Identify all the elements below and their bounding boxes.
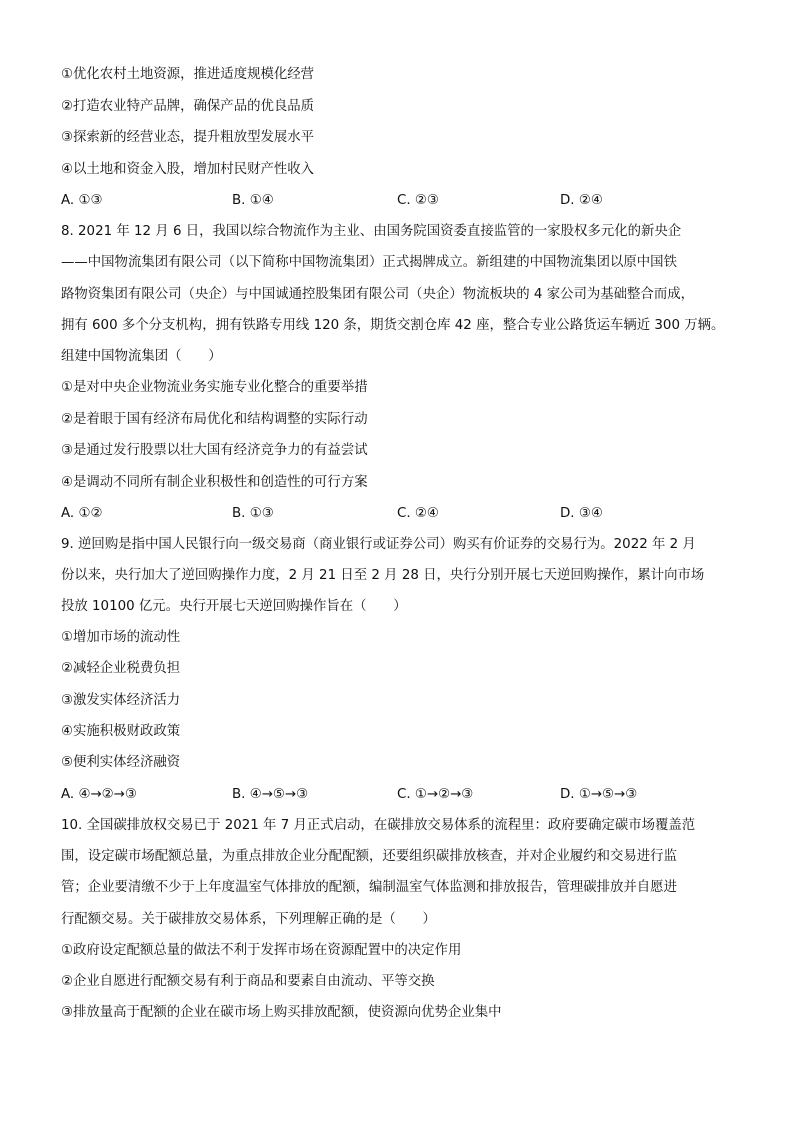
q8-stem-line-2: ——中国物流集团有限公司（以下简称中国物流集团）正式揭牌成立。新组建的中国物流集团以原中国铁 [61, 255, 677, 270]
q10-stem-line-4: 行配额交易。关于碳排放交易体系，下列理解正确的是（ ） [61, 912, 436, 927]
q9-stem-line-2: 份以来，央行加大了逆回购操作力度，2 月 21 日至 2 月 28 日，央行分别开展七天逆回购操作，累计向市场 [61, 568, 705, 583]
q8-choices [61, 504, 741, 524]
q9-stem-line-1: 9. 逆回购是指中国人民银行向一级交易商（商业银行或证券公司）购买有价证券的交易行为。2022 年 2 月 [61, 537, 696, 552]
q8-option-4: ④是调动不同所有制企业积极性和创造性的可行方案 [61, 475, 368, 490]
q9-choices [61, 785, 741, 805]
q7-option-3: ③探索新的经营业态，提升粗放型发展水平 [61, 130, 315, 145]
q7-choice-b: B. ①④ [232, 193, 274, 208]
q9-option-4: ④实施积极财政政策 [61, 724, 181, 739]
q9-option-2: ②减轻企业税费负担 [61, 661, 181, 676]
q8-stem-line-3: 路物资集团有限公司（央企）与中国诚通控股集团有限公司（央企）物流板块的 4 家公司为基础整合而成， [61, 287, 694, 302]
q8-choice-c: C. ②④ [397, 506, 439, 521]
q8-choice-d: D. ③④ [560, 506, 603, 521]
q8-option-1: ①是对中央企业物流业务实施专业化整合的重要举措 [61, 380, 368, 395]
q9-option-3: ③激发实体经济活力 [61, 693, 181, 708]
q10-option-2: ②企业自愿进行配额交易有利于商品和要素自由流动、平等交换 [61, 974, 435, 989]
q7-choice-c: C. ②③ [397, 193, 439, 208]
q10-stem-line-1: 10. 全国碳排放权交易已于 2021 年 7 月正式启动，在碳排放交易体系的流程里：政府要确定碳市场覆盖范 [61, 818, 696, 833]
q7-choice-d: D. ②④ [560, 193, 603, 208]
q9-choice-c: C. ①→②→③ [397, 787, 474, 802]
q9-stem-line-3: 投放 10100 亿元。央行开展七天逆回购操作旨在（ ） [61, 599, 407, 614]
q9-choice-a: A. ④→②→③ [61, 787, 137, 802]
q7-option-2: ②打造农业特产品牌，确保产品的优良品质 [61, 99, 315, 114]
q10-stem-line-3: 管；企业要清缴不少于上年度温室气体排放的配额，编制温室气体监测和排放报告，管理碳排放并自愿进 [61, 880, 677, 895]
q9-choice-d: D. ①→⑤→③ [560, 787, 638, 802]
q7-choice-a: A. ①③ [61, 193, 103, 208]
q8-stem-line-1: 8. 2021 年 12 月 6 日，我国以综合物流作为主业、由国务院国资委直接监管的一家股权多元化的新央企 [61, 224, 682, 239]
q10-option-1: ①政府设定配额总量的做法不利于发挥市场在资源配置中的决定作用 [61, 943, 462, 958]
q10-stem-line-2: 围，设定碳市场配额总量，为重点排放企业分配配额，还要组织碳排放核查，并对企业履约和交易进行监 [61, 849, 677, 864]
q9-option-1: ①增加市场的流动性 [61, 630, 181, 645]
q8-option-2: ②是着眼于国有经济布局优化和结构调整的实际行动 [61, 412, 368, 427]
q8-stem-line-5: 组建中国物流集团（ ） [61, 349, 222, 364]
q7-choices [61, 191, 741, 211]
q8-choice-a: A. ①② [61, 506, 103, 521]
q8-stem-line-4: 拥有 600 多个分支机构，拥有铁路专用线 120 条，期货交割仓库 42 座，整合专业公路货运车辆近 300 万辆。 [61, 318, 725, 333]
q7-option-4: ④以土地和资金入股，增加村民财产性收入 [61, 162, 315, 177]
q7-option-1: ①优化农村土地资源，推进适度规模化经营 [61, 67, 315, 82]
q9-choice-b: B. ④→⑤→③ [232, 787, 309, 802]
q8-option-3: ③是通过发行股票以壮大国有经济竞争力的有益尝试 [61, 443, 368, 458]
q10-option-3: ③排放量高于配额的企业在碳市场上购买排放配额，使资源向优势企业集中 [61, 1005, 502, 1020]
q9-option-5: ⑤便利实体经济融资 [61, 755, 181, 770]
q8-choice-b: B. ①③ [232, 506, 274, 521]
